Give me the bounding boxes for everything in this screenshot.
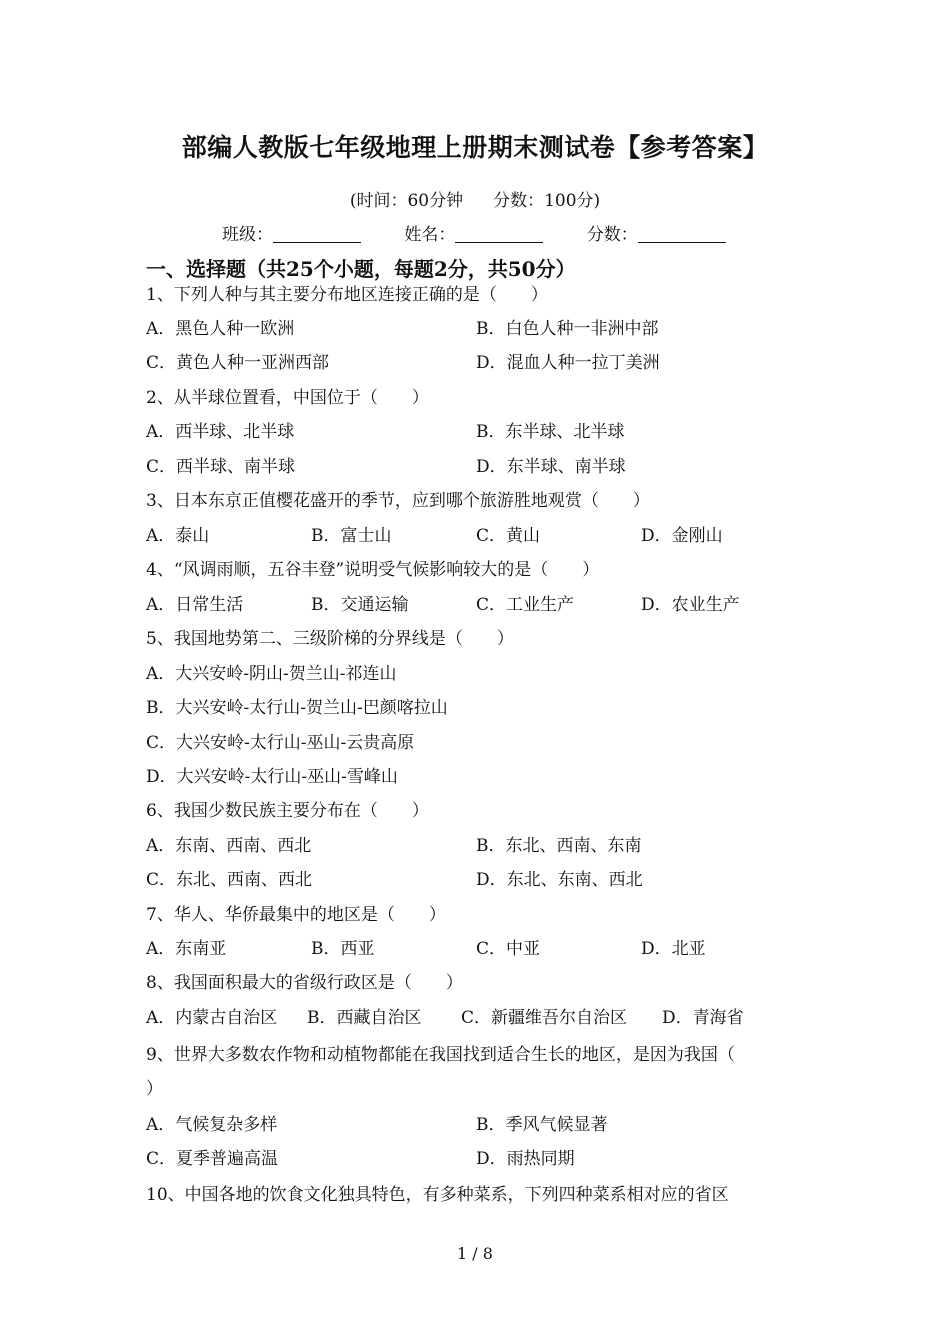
name-blank[interactable]	[455, 224, 543, 243]
time-limit: (时间：60分钟	[349, 191, 464, 211]
option: A．日常生活	[146, 595, 244, 615]
question-stem: 9、世界大多数农作物和动植物都能在我国找到适合生长的地区，是因为我国（	[146, 1045, 735, 1065]
option: C．东北、西南、西北	[146, 870, 313, 890]
student-info	[222, 220, 764, 245]
question-stem: 4、“风调雨顺，五谷丰登”说明受气候影响较大的是（ ）	[146, 560, 600, 580]
option: A．泰山	[146, 526, 210, 546]
page-number: 1 / 8	[457, 1244, 493, 1263]
question-stem: 5、我国地势第二、三级阶梯的分界线是（ ）	[146, 629, 514, 649]
option: C．新疆维吾尔自治区	[461, 1008, 628, 1028]
option: C．黄色人种一亚洲西部	[146, 353, 330, 373]
name-field[interactable]: 姓名：	[404, 220, 543, 245]
question-stem: 7、华人、华侨最集中的地区是（ ）	[146, 905, 446, 925]
option: C．中亚	[476, 939, 541, 959]
question-stem: 3、日本东京正值樱花盛开的季节，应到哪个旅游胜地观赏（ ）	[146, 491, 650, 511]
score-field[interactable]: 分数：	[587, 220, 726, 245]
class-blank[interactable]	[273, 224, 361, 243]
option: A．大兴安岭-阴山-贺兰山-祁连山	[146, 664, 397, 684]
option: B．西藏自治区	[307, 1008, 422, 1028]
option: A．黑色人种一欧洲	[146, 319, 295, 339]
option: D．北亚	[641, 939, 706, 959]
score-blank[interactable]	[638, 224, 726, 243]
option: D．东半球、南半球	[476, 457, 626, 477]
option: C．夏季普遍高温	[146, 1149, 279, 1169]
option: C．黄山	[476, 526, 541, 546]
class-field[interactable]: 班级：	[222, 220, 361, 245]
option: A．气候复杂多样	[146, 1115, 278, 1135]
option: D．农业生产	[641, 595, 740, 615]
option: A．东南亚	[146, 939, 227, 959]
option: D．雨热同期	[476, 1149, 575, 1169]
total-score: 分数：100分)	[493, 191, 601, 211]
option: C．西半球、南半球	[146, 457, 296, 477]
option: A．内蒙古自治区	[146, 1008, 278, 1028]
option: B．东半球、北半球	[476, 422, 625, 442]
option: D．东北、东南、西北	[476, 870, 643, 890]
option: D．大兴安岭-太行山-巫山-雪峰山	[146, 767, 398, 787]
option: B．富士山	[311, 526, 392, 546]
option: C．大兴安岭-太行山-巫山-云贵高原	[146, 733, 415, 753]
exam-meta	[0, 186, 950, 211]
option: B．交通运输	[311, 595, 409, 615]
page-title: 部编人教版七年级地理上册期末测试卷【参考答案】	[181, 133, 769, 162]
option: B．季风气候显著	[476, 1115, 608, 1135]
option: A．西半球、北半球	[146, 422, 295, 442]
question-stem: 10、中国各地的饮食文化独具特色，有多种菜系，下列四种菜系相对应的省区	[146, 1185, 729, 1205]
option: C．工业生产	[476, 595, 575, 615]
question-stem-continued: ）	[146, 1079, 163, 1099]
option: D．混血人种一拉丁美洲	[476, 353, 660, 373]
section-heading: 一、选择题（共25个小题，每题2分，共50分）	[146, 257, 576, 281]
option: B．西亚	[311, 939, 375, 959]
option: A．东南、西南、西北	[146, 836, 312, 856]
question-stem: 1、下列人种与其主要分布地区连接正确的是（ ）	[146, 285, 548, 305]
question-stem: 8、我国面积最大的省级行政区是（ ）	[146, 973, 463, 993]
option: B．东北、西南、东南	[476, 836, 642, 856]
option: B．大兴安岭-太行山-贺兰山-巴颜喀拉山	[146, 698, 448, 718]
option: D．青海省	[662, 1008, 744, 1028]
question-stem: 2、从半球位置看，中国位于（ ）	[146, 388, 429, 408]
question-stem: 6、我国少数民族主要分布在（ ）	[146, 801, 429, 821]
option: D．金刚山	[641, 526, 723, 546]
option: B．白色人种一非洲中部	[476, 319, 659, 339]
